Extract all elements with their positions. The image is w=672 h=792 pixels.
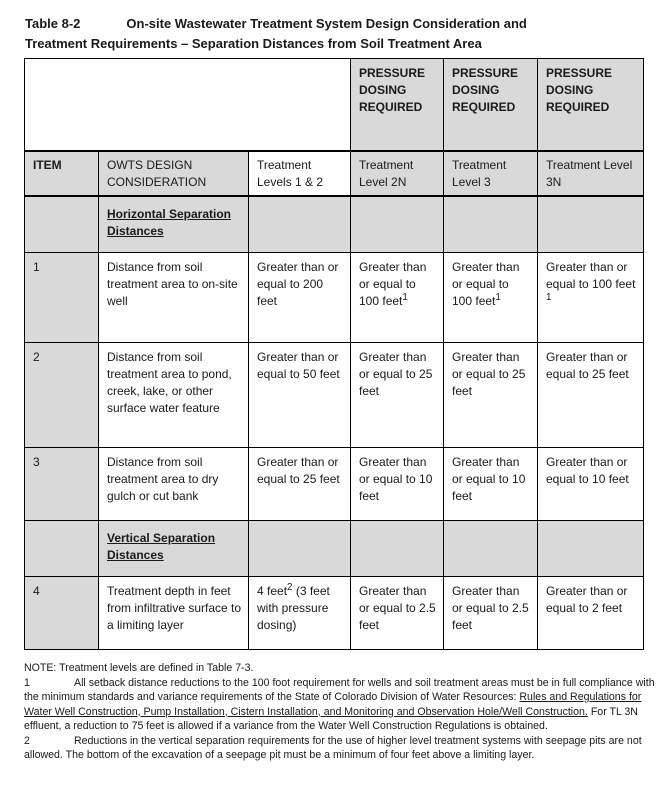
footnote-1-text-end: For TL 3N effluent, a reduction to 75 feet is allowed if a variance from the Water Well Construction Regulations is obtained. — [24, 705, 638, 732]
cell-item-4: 4 — [25, 577, 99, 650]
cell-value: 4 feet — [257, 584, 288, 599]
footnote-marker-1: 1 — [495, 292, 501, 304]
footnote-marker-1: 1 — [402, 292, 408, 304]
section-row-vertical — [25, 521, 644, 577]
cell-tl3n-1 — [538, 253, 644, 343]
section-empty-cell — [444, 521, 538, 577]
cell-tl3n-4: Greater than or equal to 2 feet — [538, 577, 644, 650]
table-title-text: On-site Wastewater Treatment System Design Consideration and Treatment Requirements – Separation Distances from Soil Treatment Area — [25, 16, 527, 51]
section-empty-cell — [351, 521, 444, 577]
footnotes-block — [24, 661, 656, 763]
section-vertical-label-cell — [99, 521, 249, 577]
cell-tl2n-2: Greater than or equal to 25 feet — [351, 343, 444, 448]
cell-tl12-1: Greater than or equal to 200 feet — [249, 253, 351, 343]
header-consideration: OWTS DESIGN CONSIDERATION — [99, 151, 249, 196]
footnote-1-citation: Rules and Regulations for Water Well Construction, Pump Installation, Cistern Installation, and Monitoring and Observation Hole/Well Construction. — [24, 691, 642, 718]
table-row-4 — [25, 577, 644, 650]
section-empty-cell — [25, 521, 99, 577]
table-row-3 — [25, 448, 644, 521]
cell-item-2: 2 — [25, 343, 99, 448]
cell-tl2n-1 — [351, 253, 444, 343]
cell-tl3-1 — [444, 253, 538, 343]
footnote-marker-1: 1 — [546, 292, 552, 304]
section-empty-cell — [249, 196, 351, 253]
cell-item-1: 1 — [25, 253, 99, 343]
cell-tl2n-4: Greater than or equal to 2.5 feet — [351, 577, 444, 650]
header-treatment-level-3: Treatment Level 3 — [444, 151, 538, 196]
table-title — [25, 14, 570, 54]
header-treatment-levels-1-2: Treatment Levels 1 & 2 — [249, 151, 351, 196]
cell-consideration-4: Treatment depth in feet from infiltrative surface to a limiting layer — [99, 577, 249, 650]
pressure-dosing-header-3n: PRESSURE DOSING REQUIRED — [538, 59, 644, 151]
table-note: NOTE: Treatment levels are defined in Table 7-3. — [24, 662, 254, 674]
pressure-dosing-header-3: PRESSURE DOSING REQUIRED — [444, 59, 538, 151]
column-header-row — [25, 151, 644, 196]
section-row-horizontal — [25, 196, 644, 253]
pressure-dosing-row — [25, 59, 644, 151]
footnote-1-text: All setback distance reductions to the 100 foot requirement for wells and soil treatment areas must be in full compliance with the minimum standards and variance requirements of the State of Colorado Division of Water Resources: — [24, 676, 655, 703]
cell-consideration-2: Distance from soil treatment area to pond, creek, lake, or other surface water feature — [99, 343, 249, 448]
cell-tl3n-3: Greater than or equal to 10 feet — [538, 448, 644, 521]
section-vertical-label: Vertical Separation Distances — [107, 531, 216, 563]
table-row-1 — [25, 253, 644, 343]
footnote-2 — [24, 734, 656, 763]
section-empty-cell — [25, 196, 99, 253]
cell-item-3: 3 — [25, 448, 99, 521]
section-empty-cell — [444, 196, 538, 253]
footnote-1 — [24, 676, 656, 734]
cell-tl12-2: Greater than or equal to 50 feet — [249, 343, 351, 448]
cell-tl3-3: Greater than or equal to 10 feet — [444, 448, 538, 521]
cell-tl2n-3: Greater than or equal to 10 feet — [351, 448, 444, 521]
cell-tl12-3: Greater than or equal to 25 feet — [249, 448, 351, 521]
section-horizontal-label: Horizontal Separation Distances — [107, 206, 232, 238]
cell-value: (3 feet with pressure dosing) — [257, 584, 330, 633]
footnote-1-marker: 1 — [24, 676, 30, 689]
section-empty-cell — [249, 521, 351, 577]
footnote-marker-2: 2 — [287, 582, 293, 594]
pressure-dosing-header-2n: PRESSURE DOSING REQUIRED — [351, 59, 444, 151]
cell-tl3-4: Greater than or equal to 2.5 feet — [444, 577, 538, 650]
section-horizontal-label-cell — [99, 196, 249, 253]
section-empty-cell — [538, 196, 644, 253]
cell-value: Greater than or equal to 100 feet — [546, 260, 636, 292]
section-empty-cell — [538, 521, 644, 577]
footnote-2-marker: 2 — [24, 734, 30, 747]
section-empty-cell — [351, 196, 444, 253]
header-treatment-level-3n: Treatment Level 3N — [538, 151, 644, 196]
cell-consideration-1: Distance from soil treatment area to on-site well — [99, 253, 249, 343]
cell-consideration-3: Distance from soil treatment area to dry gulch or cut bank — [99, 448, 249, 521]
separation-distances-table — [24, 58, 644, 650]
footnote-2-text: Reductions in the vertical separation requirements for the use of higher level treatment systems with seepage pits are not allowed. The bottom of the excavation of a seepage pit must be a minimum of four feet above a limiting layer. — [24, 734, 642, 761]
cell-tl3n-2: Greater than or equal to 25 feet — [538, 343, 644, 448]
table-row-2 — [25, 343, 644, 448]
header-item: ITEM — [25, 151, 99, 196]
header-treatment-level-2n: Treatment Level 2N — [351, 151, 444, 196]
table-number: Table 8-2 — [25, 16, 81, 31]
cell-tl3-2: Greater than or equal to 25 feet — [444, 343, 538, 448]
cell-tl12-4 — [249, 577, 351, 650]
empty-spacer-cell — [25, 59, 351, 151]
cell-value: Greater than or equal to 100 feet — [452, 260, 520, 309]
cell-value: Greater than or equal to 100 feet — [359, 260, 427, 309]
